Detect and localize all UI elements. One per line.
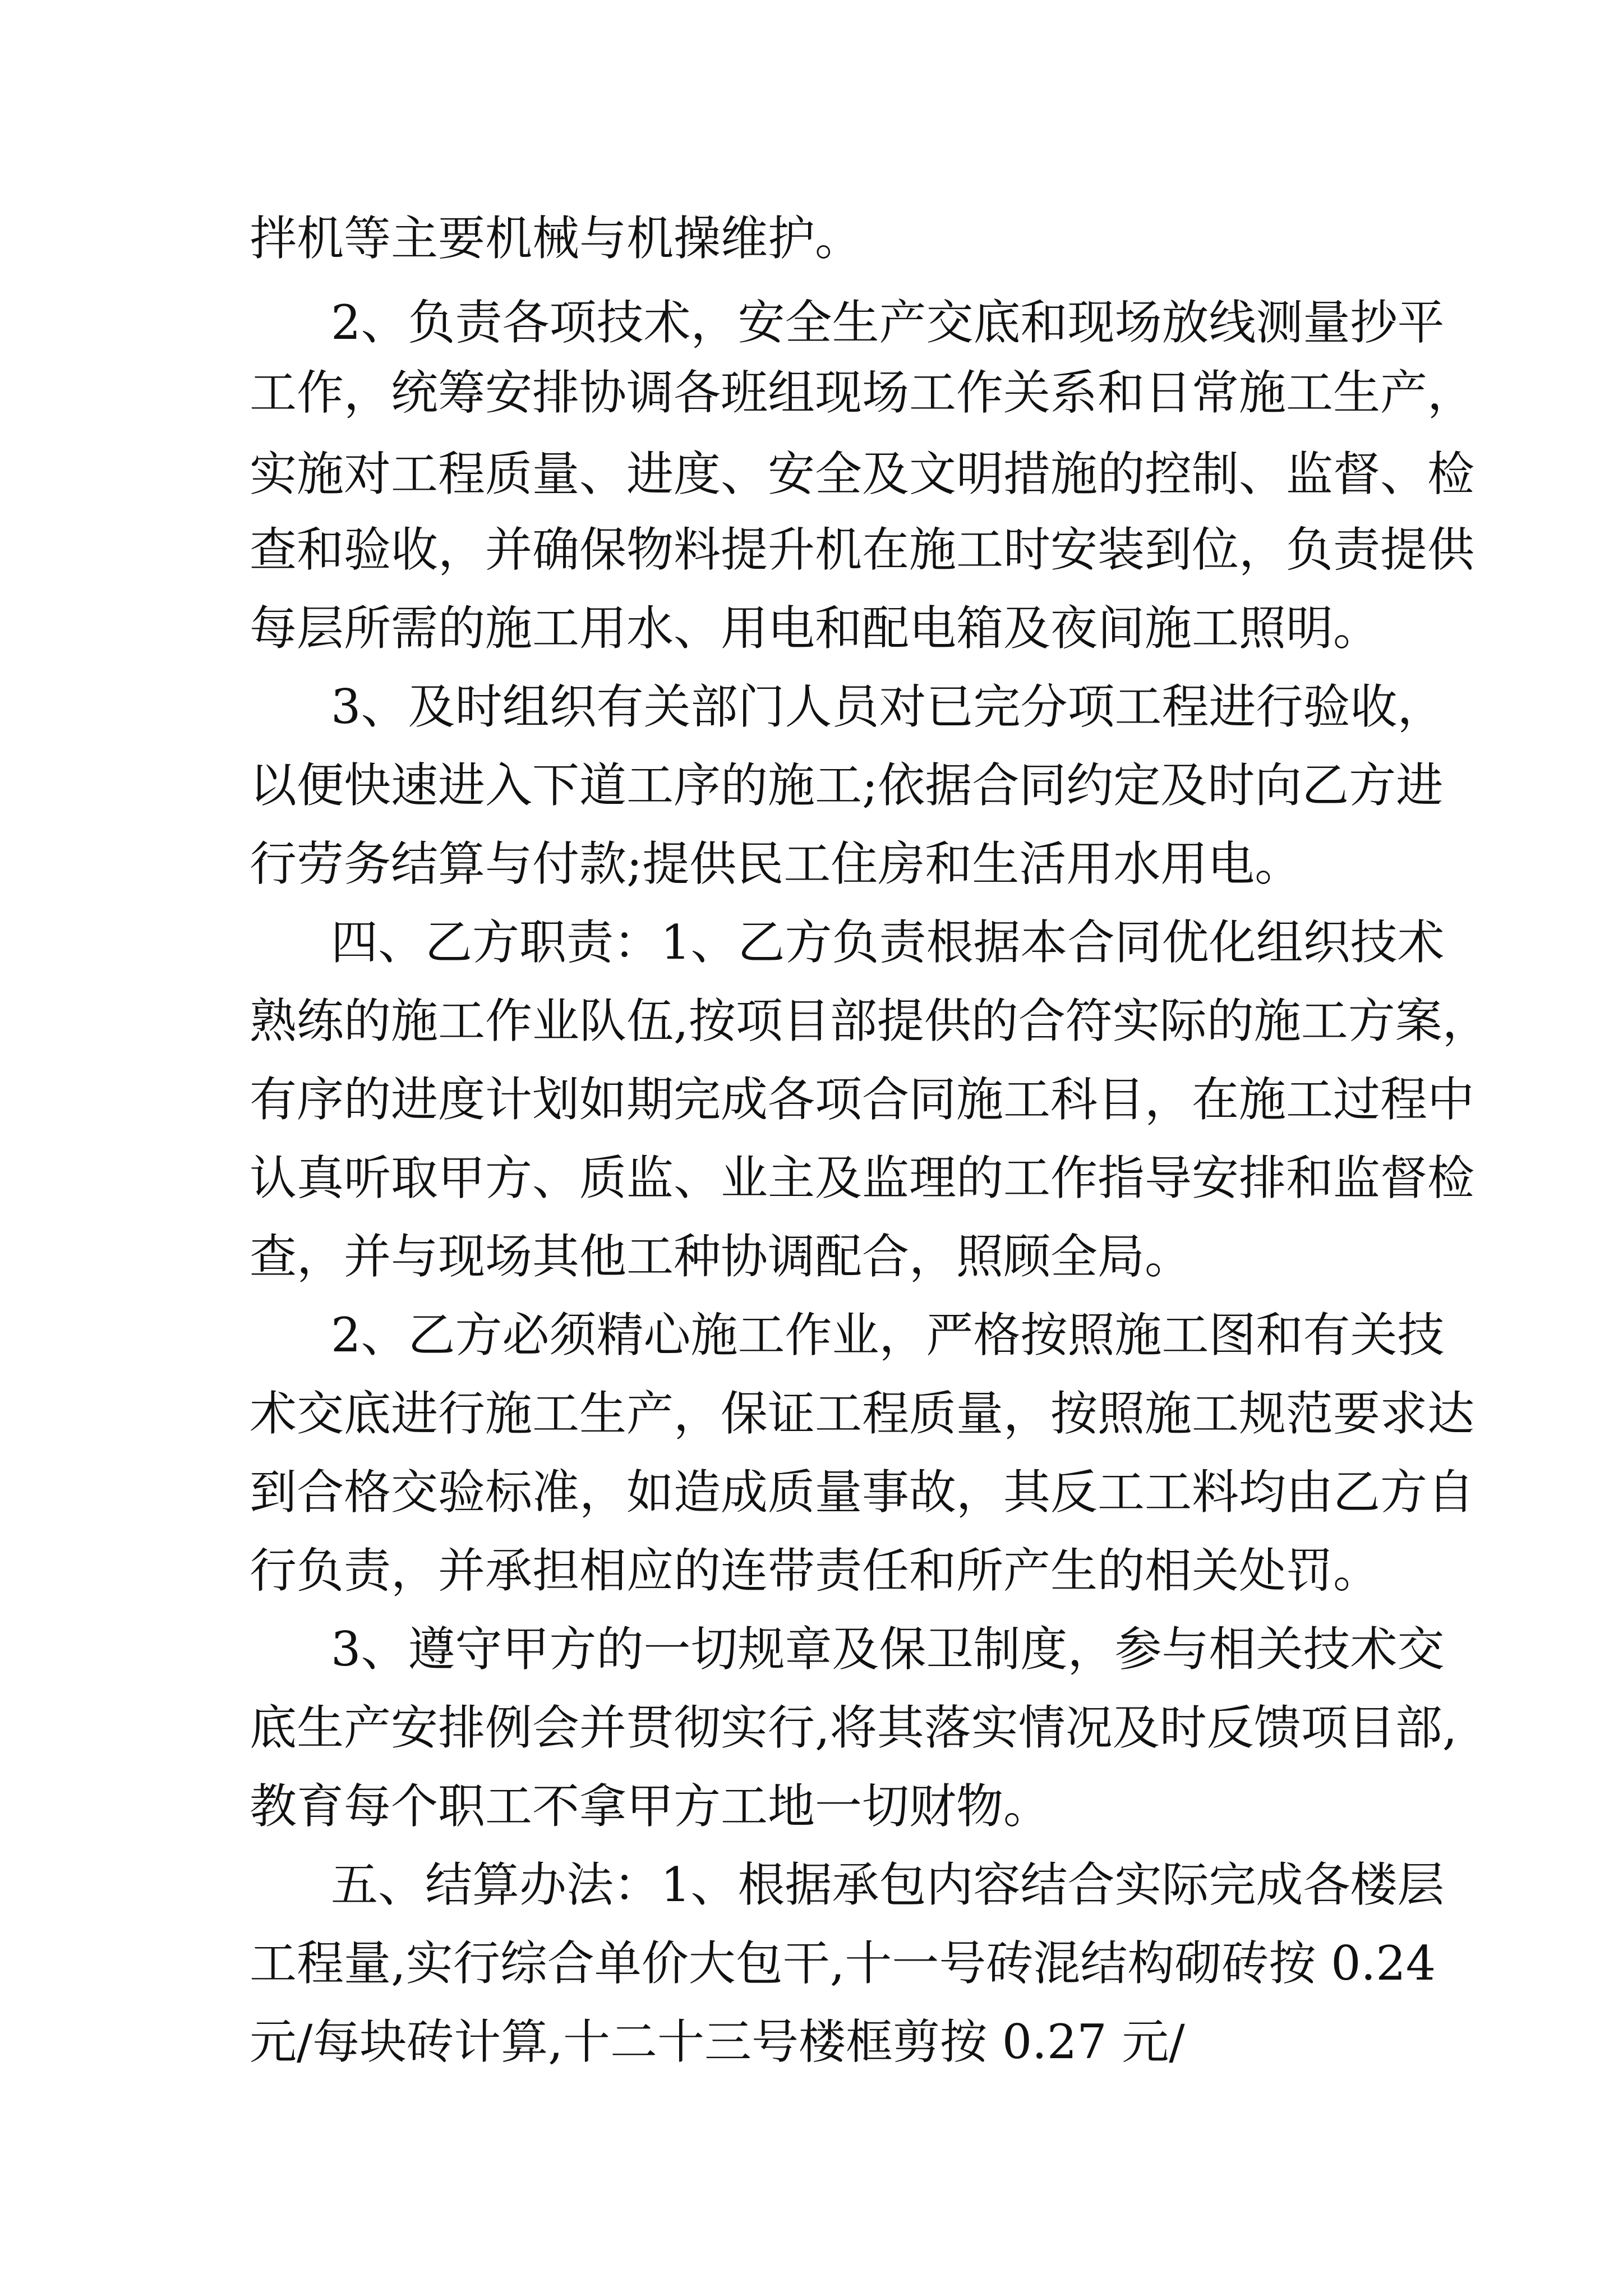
text-line: 工程量,实行综合单价大包干,十一号砖混结构砌砖按 0.24 <box>250 1936 1436 1991</box>
text-line: 查，并与现场其他工种协调配合，照顾全局。 <box>250 1229 1192 1284</box>
paragraph-start-line: 2、乙方必须精心施工作业，严格按照施工图和有关技 <box>331 1308 1445 1363</box>
text-line: 到合格交验标准，如造成质量事故，其反工工料均由乙方自 <box>250 1465 1475 1520</box>
text-line: 有序的进度计划如期完成各项合同施工科目，在施工过程中 <box>250 1072 1475 1127</box>
text-line: 以便快速进入下道工序的施工;依据合同约定及时向乙方进 <box>250 758 1444 813</box>
text-line: 工作，统筹安排协调各班组现场工作关系和日常施工生产， <box>250 365 1475 420</box>
text-line: 元/每块砖计算,十二十三号楼框剪按 0.27 元/ <box>250 2014 1185 2069</box>
section-heading-line: 四、乙方职责：1、乙方负责根据本合同优化组织技术 <box>331 915 1445 970</box>
text-line: 查和验收，并确保物料提升机在施工时安装到位，负责提供 <box>250 522 1475 577</box>
text-line: 熟练的施工作业队伍,按项目部提供的合符实际的施工方案， <box>250 993 1490 1048</box>
text-line: 教育每个职工不拿甲方工地一切财物。 <box>250 1779 1051 1834</box>
paragraph-start-line: 3、遵守甲方的一切规章及保卫制度，参与相关技术交 <box>331 1622 1445 1677</box>
text-line: 拌机等主要机械与机操维护。 <box>250 211 863 266</box>
text-line: 认真听取甲方、质监、业主及监理的工作指导安排和监督检 <box>250 1151 1475 1205</box>
text-line: 术交底进行施工生产，保证工程质量，按照施工规范要求达 <box>250 1386 1475 1441</box>
text-line: 行负责，并承担相应的连带责任和所产生的相关处罚。 <box>250 1543 1381 1598</box>
paragraph-start-line: 3、及时组织有关部门人员对已完分项工程进行验收， <box>331 679 1445 734</box>
paragraph-start-line: 2、负责各项技术，安全生产交底和现场放线测量抄平 <box>331 295 1445 350</box>
text-line: 每层所需的施工用水、用电和配电箱及夜间施工照明。 <box>250 601 1381 656</box>
text-line: 实施对工程质量、进度、安全及文明措施的控制、监督、检 <box>250 447 1475 501</box>
text-line: 底生产安排例会并贯彻实行,将其落实情况及时反馈项目部, <box>250 1700 1458 1755</box>
text-line: 行劳务结算与付款;提供民工住房和生活用水用电。 <box>250 836 1302 891</box>
section-heading-line: 五、结算办法：1、根据承包内容结合实际完成各楼层 <box>331 1857 1445 1912</box>
